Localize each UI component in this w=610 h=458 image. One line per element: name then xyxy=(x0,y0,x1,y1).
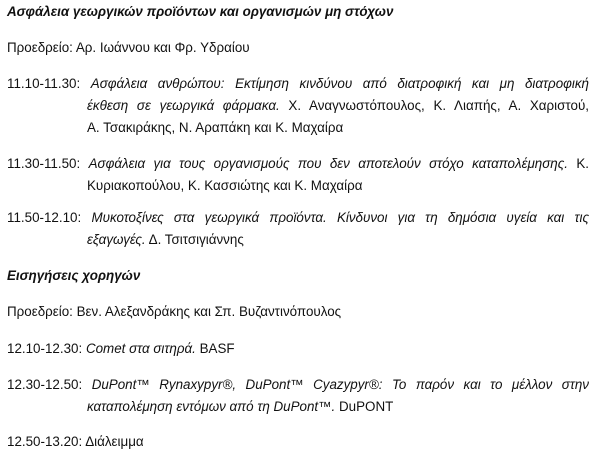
talk-title: Ασφάλεια ανθρώπου: Εκτίμηση κινδύνου από διατροφική και μη διατροφική xyxy=(90,76,589,91)
talk-sponsor: BASF xyxy=(195,341,235,356)
talk-authors: Δ. Τσιτσιγιάννης xyxy=(145,232,244,247)
talk-authors: Κυριακοπούλου, Κ. Κασσιώτης και Κ. Μαχαίρα xyxy=(87,178,363,193)
entry-time: 11.50-12.10: xyxy=(7,210,82,225)
talk-title: Μυκοτοξίνες στα γεωργικά προϊόντα. Κίνδυνοι για τη δημόσια υγεία και τις xyxy=(91,210,589,225)
program-entry xyxy=(7,207,589,251)
talk-title: Comet στα σιτηρά. xyxy=(85,341,196,356)
talk-title: εξαγωγές. xyxy=(87,232,146,247)
entry-line xyxy=(7,374,589,396)
talk-title: καταπολέμηση εντόμων από τη DuPont™. xyxy=(87,399,336,414)
entry-line xyxy=(7,153,589,175)
program-entry xyxy=(7,153,589,197)
session-chairs: Προεδρείο: Αρ. Ιωάννου και Φρ. Υδραίου xyxy=(7,40,250,55)
talk-authors: Κ. xyxy=(567,156,590,171)
entry-line xyxy=(7,229,589,251)
entry-line xyxy=(7,207,589,229)
entry-time: 11.10-11.30: xyxy=(7,76,81,91)
talk-title: DuPont™ Rynaxypyr®, DuPont™ Cyazypyr®: Το παρόν και το μέλλον στην xyxy=(91,377,589,392)
talk-title: έκθεση σε γεωργικά φάρμακα. xyxy=(87,98,280,113)
entry-line xyxy=(7,95,589,117)
session-title: Εισηγήσεις χορηγών xyxy=(7,268,141,283)
session-title: Ασφάλεια γεωργικών προϊόντων και οργανισμών μη στόχων xyxy=(7,4,394,19)
entry-time: 12.30-12.50: xyxy=(7,377,83,392)
entry-time: 11.30-11.50: xyxy=(7,156,81,171)
talk-authors: Χ. Αναγνωστόπουλος, Κ. Λιαπής, Α. Χαριστού, xyxy=(279,98,589,113)
program-entry xyxy=(7,374,589,418)
entry-line xyxy=(7,73,589,95)
entry-line xyxy=(7,338,589,360)
entry-time: 12.50-13.20: xyxy=(7,434,83,449)
session-chairs: Προεδρείο: Βεν. Αλεξανδράκης και Σπ. Βυζαντινόπουλος xyxy=(7,304,342,319)
talk-authors: Α. Τσακιράκης, Ν. Αραπάκη και Κ. Μαχαίρα xyxy=(87,120,344,135)
program-entry xyxy=(7,338,589,360)
break-label: Διάλειμμα xyxy=(85,434,144,449)
entry-line xyxy=(7,117,589,139)
entry-line xyxy=(7,175,589,197)
entry-time: 12.10-12.30: xyxy=(7,341,83,356)
talk-title: Ασφάλεια για τους οργανισμούς που δεν αποτελούν στόχο καταπολέμησης. xyxy=(88,156,568,171)
talk-sponsor: DuPONT xyxy=(335,399,394,414)
entry-line xyxy=(7,431,589,453)
program-entry xyxy=(7,73,589,139)
entry-line xyxy=(7,396,589,418)
program-entry xyxy=(7,431,589,453)
